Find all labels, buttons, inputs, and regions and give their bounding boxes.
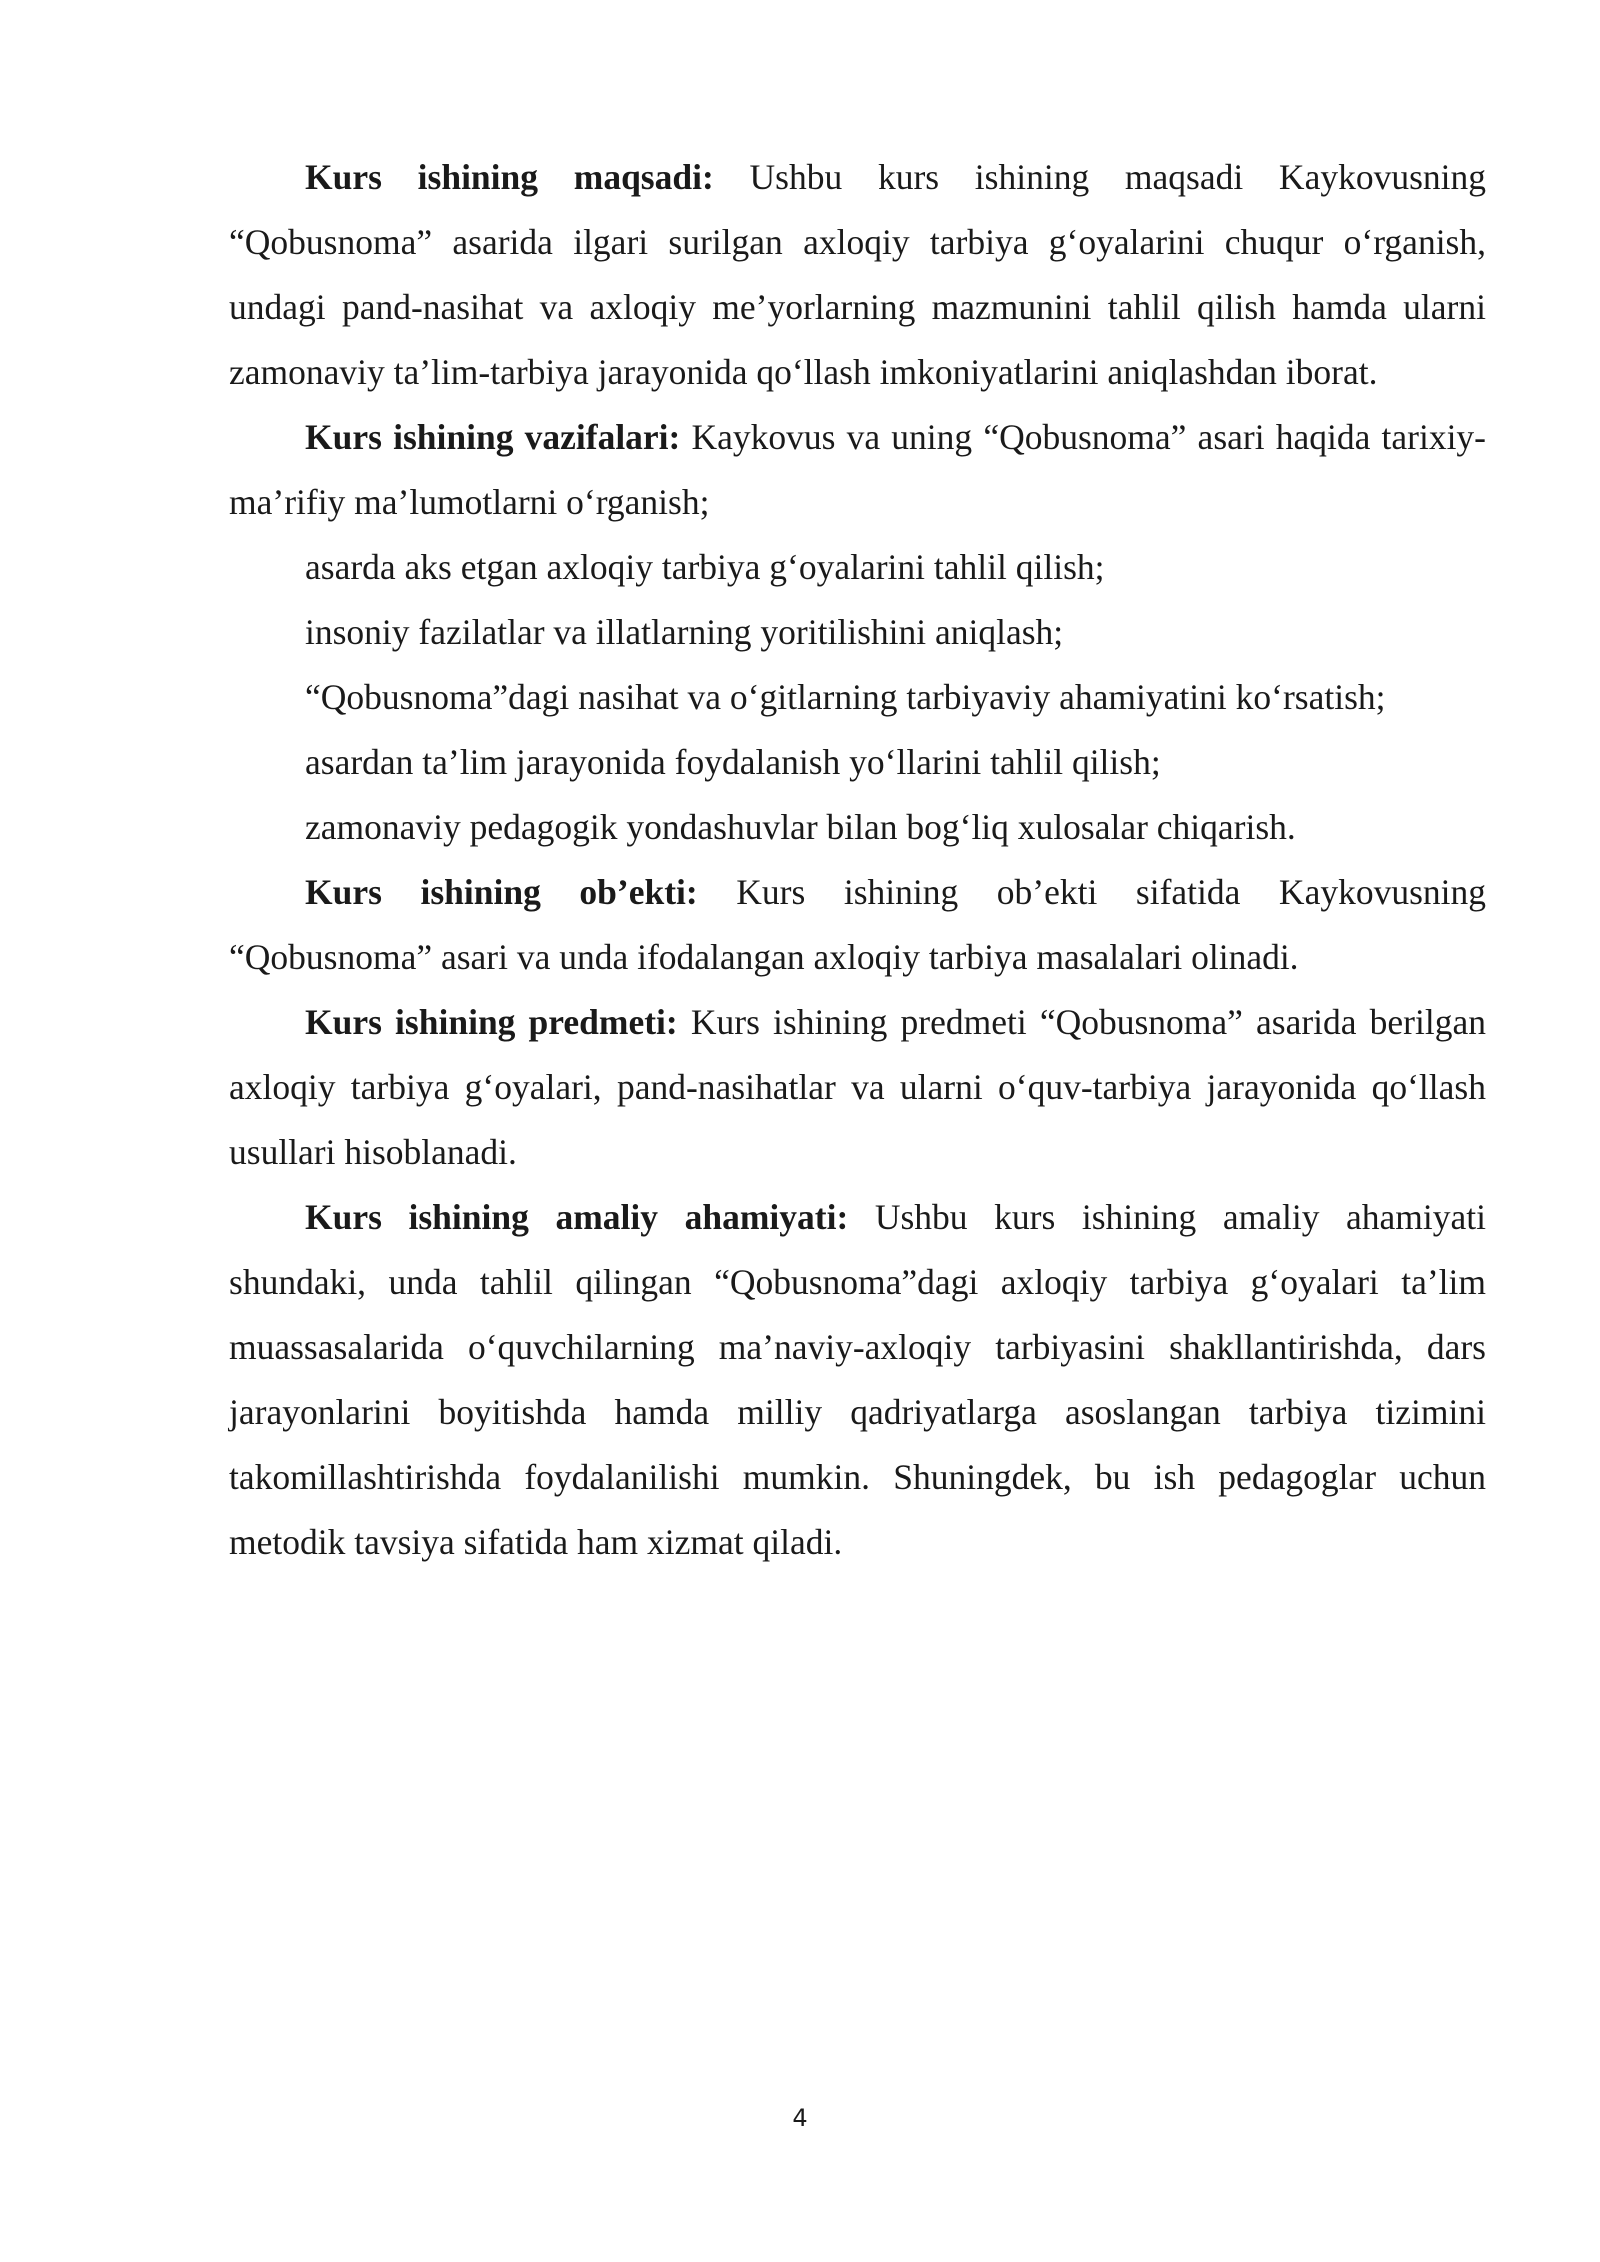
paragraph-label: Kurs ishining amaliy ahamiyati: — [305, 1197, 849, 1237]
paragraph-text: Kurs ishining ob’ekti sifatida Kaykovusning “Qobusnoma” asari va unda ifodalangan axloqiy tarbiya masalalari olinadi. — [229, 872, 1487, 977]
page-number: 4 — [792, 2104, 808, 2132]
task-item: zamonaviy pedagogik yondashuvlar bilan bog‘liq xulosalar chiqarish. — [305, 807, 1296, 847]
paragraph-text: Ushbu kurs ishining maqsadi Kaykovusning “Qobusnoma” asarida ilgari surilgan axloqiy tarbiya g‘oyalarini chuqur o‘rganish, undagi pand-nasihat va axloqiy me’yorlarning mazmunini tahlil qilish hamda ularni zamonaviy ta’lim-tarbiya jarayonida qo‘llash imkoniyatlarini aniqlashdan iborat. — [229, 157, 1487, 392]
paragraph-label: Kurs ishining ob’ekti: — [305, 872, 698, 912]
task-item: “Qobusnoma”dagi nasihat va o‘gitlarning tarbiyaviy ahamiyatini ko‘rsatish; — [305, 677, 1386, 717]
paragraph-vazifalar — [229, 405, 1486, 535]
paragraph-amaliy — [229, 1185, 1486, 1575]
paragraph-label: Kurs ishining vazifalari: — [305, 417, 681, 457]
paragraph-label: Kurs ishining maqsadi: — [305, 157, 714, 197]
page-body — [229, 145, 1486, 1575]
paragraph-text: Ushbu kurs ishining amaliy ahamiyati shundaki, unda tahlil qilingan “Qobusnoma”dagi axloqiy tarbiya g‘oyalari ta’lim muassasalarida o‘quvchilarning ma’naviy-axloqiy tarbiyasini shakllantirishda, dars jarayonlarini boyitishda hamda milliy qadriyatlarga asoslangan tarbiya tizimini takomillashtirishda foydalanilishi mumkin. Shuningdek, bu ish pedagoglar uchun metodik tavsiya sifatida ham xizmat qiladi. — [229, 1197, 1486, 1562]
paragraph-label: Kurs ishining predmeti: — [305, 1002, 678, 1042]
task-item: asarda aks etgan axloqiy tarbiya g‘oyalarini tahlil qilish; — [305, 547, 1105, 587]
paragraph-text: Kurs ishining predmeti “Qobusnoma” asarida berilgan axloqiy tarbiya g‘oyalari, pand-nasihatlar va ularni o‘quv-tarbiya jarayonida qo‘llash usullari hisoblanadi. — [229, 1002, 1486, 1172]
paragraph-maqsad — [229, 145, 1486, 405]
task-item: insoniy fazilatlar va illatlarning yoritilishini aniqlash; — [305, 612, 1064, 652]
paragraph-predmet — [229, 990, 1486, 1185]
paragraph-text: Kaykovus va uning “Qobusnoma” asari haqida tarixiy-ma’rifiy ma’lumotlarni o‘rganish; — [229, 417, 1486, 522]
paragraph-obekt — [229, 860, 1486, 990]
task-item: asardan ta’lim jarayonida foydalanish yo‘llarini tahlil qilish; — [305, 742, 1161, 782]
